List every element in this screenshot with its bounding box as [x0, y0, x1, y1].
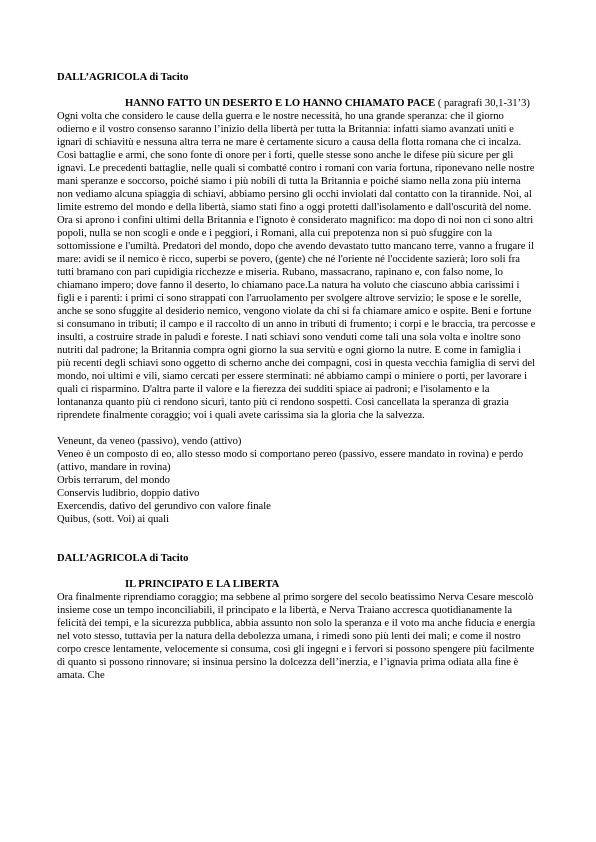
grammar-note: Quibus, (sott. Voi) ai quali	[57, 514, 170, 525]
section2-body: Ora finalmente riprendiamo coraggio; ma sebbene al primo sorgere del secolo beatissimo Nerva Cesare mescolò insieme cose un tempo inconciliabili, il principato e la libertà, e Nerva Traiano accresca quotidianamente la felicità dei tempi, e la sicurezza pubblica, abbia assunto non solo la speranza e il voto ma anche fiducia e energia nel voto stesso, tuttavia per la natura della debolezza umana, i rimedi sono più lenti dei mali; e come il nostro corpo cresce lentamente, velocemente si consuma, così gli ingegni e i fervori si possono spengere più facilmente di quanto si possono rinnovare; si insinua persino la dolcezza dell’inerzia, e l’ignavia prima odiata alla fine è amata. Che	[57, 592, 536, 681]
section1-body: Ogni volta che considero le cause della guerra e le nostre necessità, ho una grande speranza: che il giorno odierno e il vostro consenso saranno l’inizio della libertà per tutta la Britannia: infatti siamo avanzati uniti e ignari di schiavitù e nessuna altra terra ne mare è certamente sicuro a causa della flotta romana che ci incalza. Così battaglie e armi, che sono fonte di onore per i forti, quelle stesse sono anche le difese più sicure per gli ignavi. Le precedenti battaglie, nelle quali si combatté contro i romani con varia fortuna, riponevano nelle nostre mani speranze e soccorso, poiché siamo i più nobili di tutta la Britannia e poiché siamo nella zona più interna non vediamo alcuna spiaggia di schiavi, abbiamo persino gli occhi inviolati dal contatto con la tirannide. Noi, al limite estremo del mondo e della libertà, siamo stati fino a oggi protetti dall'isolamento e dall'oscurità del nome. Ora si aprono i confini ultimi della Britannia e l'ignoto è considerato magnifico: ma dopo di noi non ci sono altri popoli, nulla se non scogli e onde e i peggiori, i Romani, alla cui prepotenza non si può sfuggire con la sottomissione e l'umiltà. Predatori del mondo, dopo che avendo devastato tutto mancano terre, vanno a frugare il mare: avidi se il nemico è ricco, superbi se povero, (gente) che né l'oriente né l'occidente sazierà; loro soli fra tutti bramano con pari cupidigia ricchezze e miseria. Rubano, massacrano, rapinano e, con falso nome, lo chiamano impero; dove fanno il deserto, lo chiamano pace.La natura ha voluto che ciascuno abbia carissimi i figli e i parenti: i primi ci sono strappati con l'arruolamento per svolgere altrove servizio; le spose e le sorelle, anche se sono sfuggite al desiderio nemico, vengono violate da chi si fa chiamare amico e ospite. Beni e fortune si consumano in tributi; il campo e il raccolto di un anno in tributi di frumento; i corpi e le braccia, tra percosse e insulti, a costruire strade in paludi e foreste. I nati schiavi sono venduti come tali una sola volta e inoltre sono nutriti dal padrone; la Britannia compra ogni giorno la sua servitù e ogni giorno la nutre. E come in famiglia i più recenti degli schiavi sono oggetto di scherno anche dei compagni, così in questa vecchia famiglia di servi del mondo, noi ultimi e vili, siamo cercati per essere sterminati: né abbiamo campi o miniere o porti, per lavorare i quali ci risparmino. D'altra parte il valore e la fierezza dei sudditi spiace ai padroni; e l'isolamento e la lontananza quanto più ci rendono sicuri, tanto più ci rendono sospetti. Così cancellata la speranza di grazia riprendete finalmente coraggio; voi i quali avete carissima sia la gloria che la salvezza.	[57, 111, 536, 421]
section1-heading: DALL’AGRICOLA di Tacito	[57, 72, 189, 83]
section2-subtitle: IL PRINCIPATO E LA LIBERTA	[125, 579, 280, 590]
section1-subtitle-ref: ( paragrafi 30,1-31’3)	[435, 98, 530, 109]
section2-heading: DALL’AGRICOLA di Tacito	[57, 553, 189, 564]
grammar-note: Veneunt, da veneo (passivo), vendo (attivo)	[57, 436, 242, 447]
grammar-note: Exercendis, dativo del gerundivo con valore finale	[57, 501, 271, 512]
grammar-note: Veneo è un composto di eo, allo stesso modo si comportano pereo (passivo, essere mandato in rovina) e perdo (attivo, mandare in rovina)	[57, 449, 524, 473]
grammar-note: Orbis terrarum, del mondo	[57, 475, 170, 486]
grammar-note: Conservis ludibrio, doppio dativo	[57, 488, 200, 499]
section1-subtitle	[57, 97, 537, 110]
document-page	[57, 71, 537, 682]
grammar-notes	[57, 435, 537, 526]
section1-subtitle-title: HANNO FATTO UN DESERTO E LO HANNO CHIAMATO PACE	[125, 98, 436, 109]
section2	[57, 552, 537, 682]
